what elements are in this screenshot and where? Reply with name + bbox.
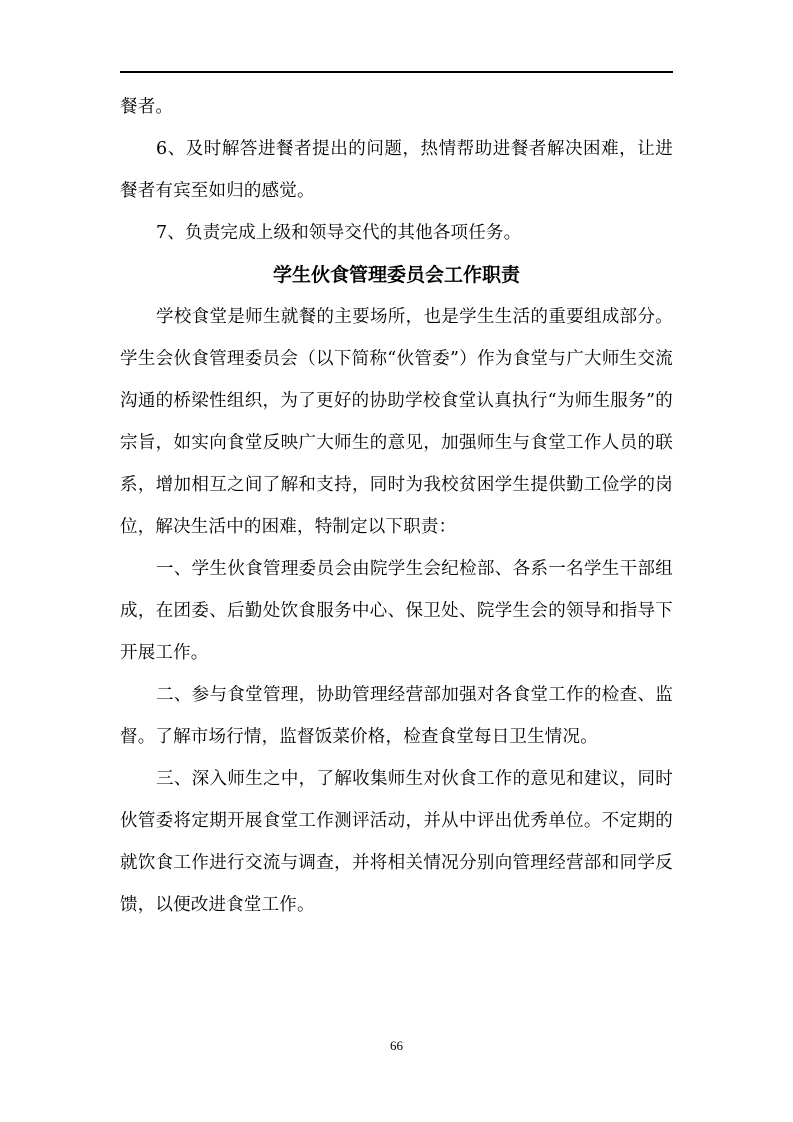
paragraph-item-7: 7、负责完成上级和领导交代的其他各项任务。	[156, 223, 522, 243]
paragraph-intro: 学校食堂是师生就餐的主要场所，也是学生生活的重要组成部分。学生会伙食管理委员会（以下简称“伙管委”）作为食堂与广大师生交流沟通的桥梁性组织，为了更好的协助学校食堂认真执行“为师生服务”的宗旨，如实向食堂反映广大师生的意见，加强师生与食堂工作人员的联系，增加相互之间了解和支持，同时为我校贫困学生提供勤工俭学的岗位，解决生活中的困难，特制定以下职责：	[120, 307, 673, 537]
page-number: 66	[390, 1038, 403, 1053]
paragraph-duty-2: 二、参与食堂管理，协助管理经营部加强对各食堂工作的检查、监督。了解市场行情，监督饭菜价格，检查食堂每日卫生情况。	[120, 685, 673, 747]
paragraph-duty-1: 一、学生伙食管理委员会由院学生会纪检部、各系一名学生干部组成，在团委、后勤处饮食服务中心、保卫处、院学生会的领导和指导下开展工作。	[120, 559, 673, 663]
header-rule	[120, 71, 673, 73]
section-title: 学生伙食管理委员会工作职责	[272, 264, 520, 286]
paragraph-continuation: 餐者。	[120, 97, 174, 117]
document-body	[120, 86, 673, 926]
paragraph-duty-3: 三、深入师生之中，了解收集师生对伙食工作的意见和建议，同时伙管委将定期开展食堂工作测评活动，并从中评出优秀单位。不定期的就饮食工作进行交流与调查，并将相关情况分别向管理经营部和同学反馈，以便改进食堂工作。	[120, 769, 673, 915]
paragraph-item-6: 6、及时解答进餐者提出的问题，热情帮助进餐者解决困难，让进餐者有宾至如归的感觉。	[120, 139, 673, 201]
